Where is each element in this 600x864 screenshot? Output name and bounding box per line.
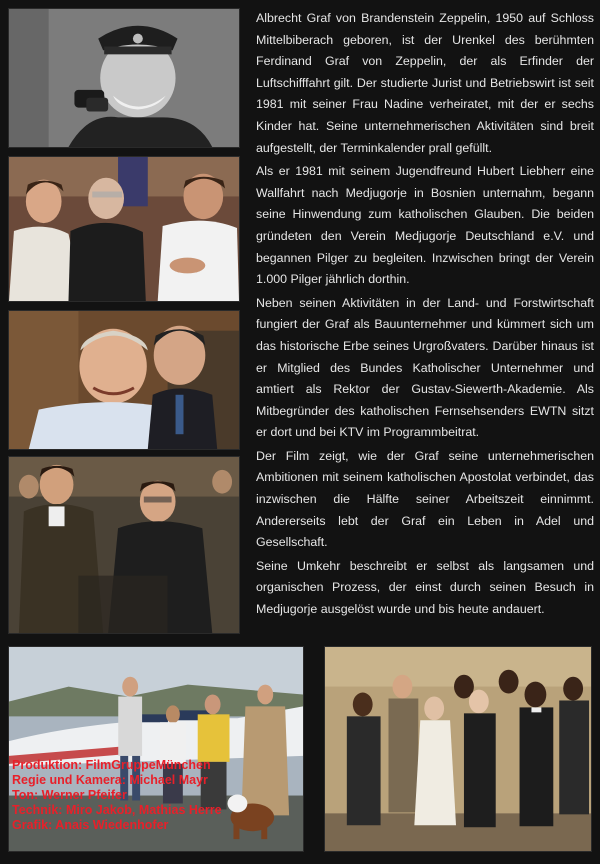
credit-sound: Ton: Werner Pfeifer: [12, 788, 127, 802]
credit-technique: Technik: Miro Jakob, Mathias Herre: [12, 803, 222, 817]
photo-two-men-smiling: [8, 310, 240, 450]
paragraph-conversion: Seine Umkehr beschreibt er selbst als langsamen und organischen Prozess, der einst durch seinen Besuch in Medjugorje ausgelöst wurde und bis heute andauert.: [256, 558, 594, 617]
photo-zeppelin-portrait: [8, 8, 240, 148]
paragraph-origins: Albrecht Graf von Brandenstein Zeppelin, 1950 auf Schloss Mittelbiberach geboren, ist der Urenkel des berühmten Ferdinand Graf von Zeppelin, der als Erfinder der Luftschifffahrt gilt. Der studierte Jurist und Betriebswirt ist seit 1981 mit seiner Frau Nadine verheiratet, mit der er sechs Kinder hat. Seine unternehmerischen Aktivitäten sind breit aufgestellt, der Terminkalender prall gefüllt.: [256, 11, 594, 155]
film-credits: [12, 758, 222, 833]
credit-production: Produktion: FilmGruppeMünchen: [12, 758, 211, 772]
photo-men-outdoors: [8, 456, 240, 634]
paragraph-activities: Neben seinen Aktivitäten in der Land- und Forstwirtschaft fungiert der Graf als Bauunternehmer und kümmert sich um das historische Erbe seines Urgroßvaters. Darüber hinaus ist er Mitglied des Bundes Katholischer Unternehmer und amtiert als Rektor der Gustav-Siewerth-Akademie. Als Mitbegründer des katholischen Fernsehsenders EWTN sitzt er dort und bei KTV im Programmbeitrat.: [256, 295, 594, 440]
credit-direction: Regie und Kamera: Michael Mayr: [12, 773, 208, 787]
credit-graphics: Grafik: Anais Wiedenhofer: [12, 818, 169, 832]
photo-clergy-group: [324, 646, 592, 852]
photo-conversation-priest: [8, 156, 240, 302]
paragraph-film: Der Film zeigt, wie der Graf seine unternehmerischen Ambitionen mit seinem katholischen Apostolat verbindet, das inzwischen die Hälfte seiner Arbeitszeit einnimmt. Andererseits lebt der Graf ein Leben in Adel und Gesellschaft.: [256, 448, 594, 550]
biography-text: [256, 8, 594, 623]
paragraph-medjugorje: Als er 1981 mit seinem Jugendfreund Hubert Liebherr eine Wallfahrt nach Medjugorje in Bosnien unternahm, begann seine Hinwendung zum katholischen Glauben. Die beiden gründeten den Verein Medjugorje Deutschland e.V. und begannen Pilger zu begleiten. Inzwischen bringt der Verein 1.000 Pilger jährlich dorthin.: [256, 164, 594, 287]
